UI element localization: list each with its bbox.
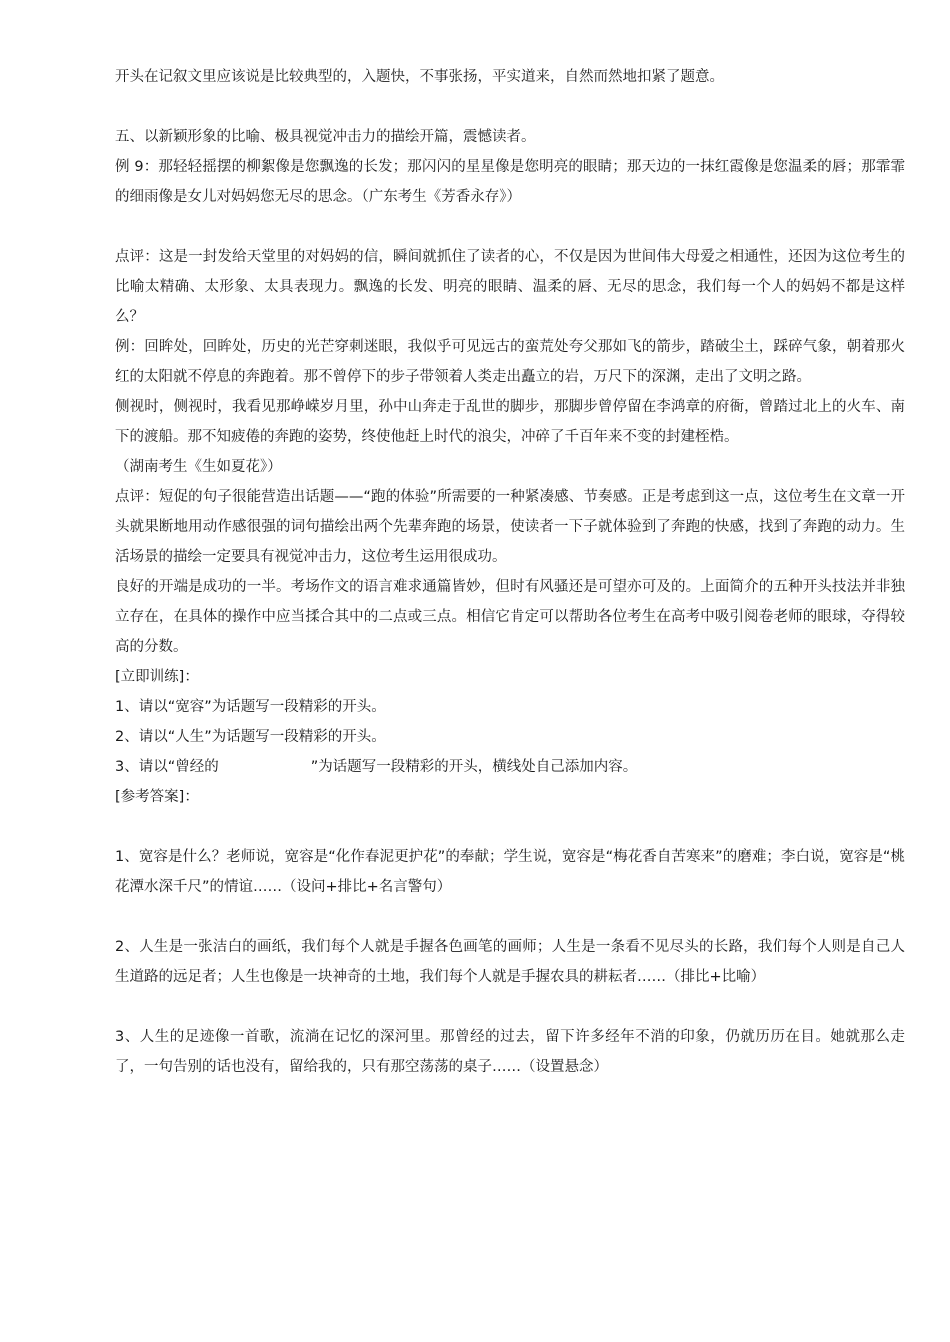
section-five-heading: 五、以新颖形象的比喻、极具视觉冲击力的描绘开篇，震憾读者。 [115, 129, 536, 145]
spacer [115, 92, 905, 122]
practice-item-3 [115, 752, 905, 782]
practice-item-3-end: ”为话题写一段精彩的开头，横线处自己添加内容。 [310, 759, 638, 775]
answer-item-3: 3、人生的足迹像一首歌，流淌在记忆的深河里。那曾经的过去，留下许多经年不消的印象，仍就历历在目。她就那么走了，一句告别的话也没有，留给我的，只有那空荡荡的桌子……（设置悬念） [115, 1029, 905, 1075]
example-ten-paragraph-one: 例：回眸处，回眸处，历史的光芒穿刺迷眼，我似乎可见远古的蛮荒处夸父那如飞的箭步，踏破尘土，踩碎气象，朝着那火红的太阳就不停息的奔跑着。那不曾停下的步子带领着人类走出矗立的岩，万尺下的深渊，走出了文明之路。 [115, 339, 905, 385]
spacer [115, 992, 905, 1022]
comment-nine-paragraph: 点评：这是一封发给天堂里的对妈妈的信，瞬间就抓住了读者的心，不仅是因为世间伟大母爱之相通性，还因为这位考生的比喻太精确、太形象、太具表现力。飘逸的长发、明亮的眼睛、温柔的唇、无尽的思念，我们每一个人的妈妈不都是这样么？ [115, 249, 905, 325]
example-ten-source: （湖南考生《生如夏花》） [115, 459, 282, 475]
spacer [115, 902, 905, 932]
spacer [115, 212, 905, 242]
practice-heading: [立即训练]： [115, 669, 199, 685]
answer-item-1: 1、宽容是什么？老师说，宽容是“化作春泥更护花”的奉献；学生说，宽容是“梅花香自苦寒来”的磨难；李白说，宽容是“桃花潭水深千尺”的情谊……（设问+排比+名言警句） [115, 849, 905, 895]
intro-closing-paragraph: 开头在记叙文里应该说是比较典型的，入题快，不事张扬，平实道来，自然而然地扣紧了题意。 [115, 69, 724, 85]
answer-item-2: 2、人生是一张洁白的画纸，我们每个人就是手握各色画笔的画师；人生是一条看不见尽头的长路，我们每个人则是自己人生道路的远足者；人生也像是一块神奇的土地，我们每个人就是手握农具的耕耘者……（排比+比喻） [115, 939, 905, 985]
summary-paragraph: 良好的开端是成功的一半。考场作文的语言难求通篇皆妙，但时有风骚还是可望亦可及的。上面简介的五种开头技法并非独立存在，在具体的操作中应当揉合其中的二点或三点。相信它肯定可以帮助各位考生在高考中吸引阅卷老师的眼球，夺得较高的分数。 [115, 579, 905, 655]
document-page [115, 62, 905, 1082]
spacer [115, 812, 905, 842]
practice-item-3-start: 3、请以“曾经的 [115, 759, 219, 775]
example-nine-paragraph: 例 9：那轻轻摇摆的柳絮像是您飘逸的长发；那闪闪的星星像是您明亮的眼睛；那天边的一抹红霞像是您温柔的唇；那霏霏的细雨像是女儿对妈妈您无尽的思念。（广东考生《芳香永存》） [115, 159, 905, 205]
example-ten-paragraph-two: 侧视时，侧视时，我看见那峥嵘岁月里，孙中山奔走于乱世的脚步，那脚步曾停留在李鸿章的府衙，曾踏过北上的火车、南下的渡船。那不知疲倦的奔跑的姿势，终使他赶上时代的浪尖，冲碎了千百年来不变的封建桎梏。 [115, 399, 905, 445]
practice-item-1: 1、请以“宽容”为话题写一段精彩的开头。 [115, 699, 386, 715]
practice-item-2: 2、请以“人生”为话题写一段精彩的开头。 [115, 729, 386, 745]
comment-ten-paragraph: 点评：短促的句子很能营造出话题——“跑的体验”所需要的一种紧凑感、节奏感。正是考虑到这一点，这位考生在文章一开头就果断地用动作感很强的词句描绘出两个先辈奔跑的场景，使读者一下子就体验到了奔跑的快感，找到了奔跑的动力。生活场景的描绘一定要具有视觉冲击力，这位考生运用很成功。 [115, 489, 905, 565]
answers-heading: [参考答案]： [115, 789, 199, 805]
